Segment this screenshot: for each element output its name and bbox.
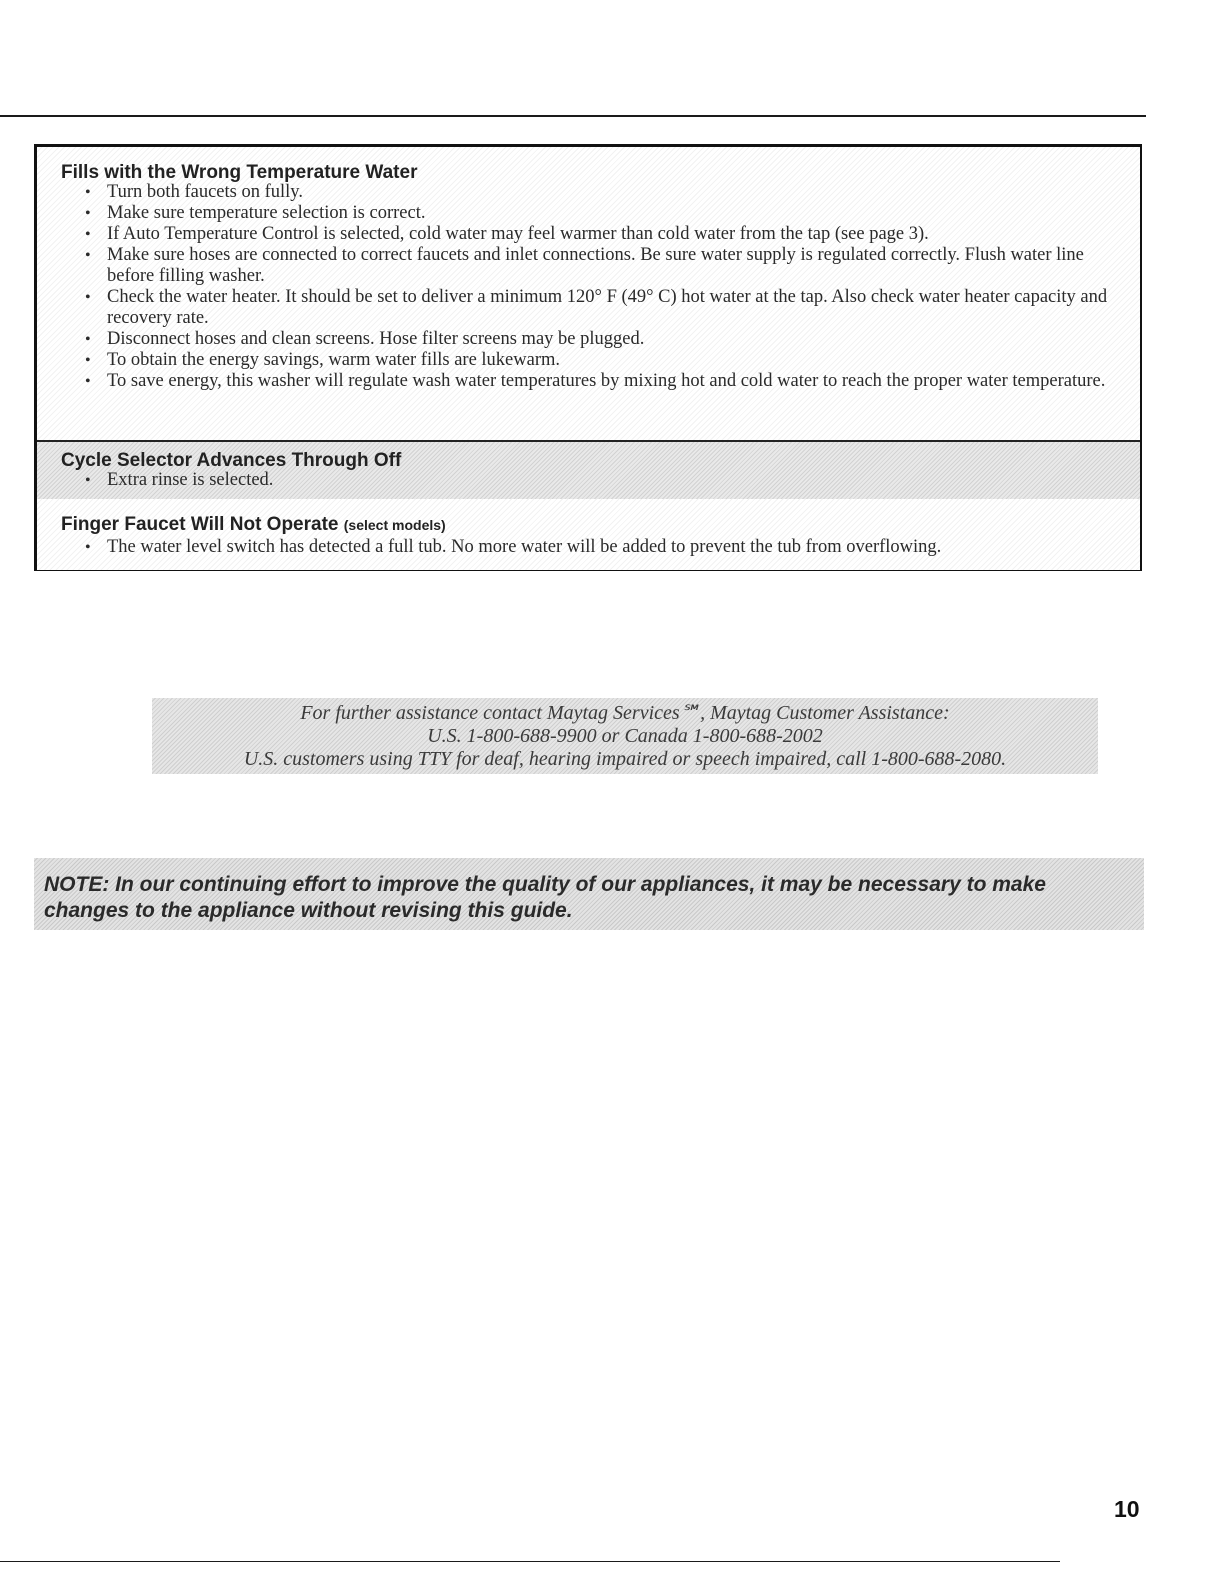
bullet-icon: •	[85, 247, 91, 264]
list-item: • Check the water heater. It should be set to deliver a minimum 120° F (49° C) hot water at the tap. Also check water heater capacity and recovery rate.	[85, 287, 1108, 328]
list-item: • Make sure temperature selection is correct.	[85, 203, 426, 223]
bullet-icon: •	[85, 226, 91, 243]
list-item: • To obtain the energy savings, warm water fills are lukewarm.	[85, 350, 561, 370]
heading-note: (select models)	[343, 517, 446, 533]
assistance-tty-line: U.S. customers using TTY for deaf, hearing impaired or speech impaired, call 1-800-688-2080.	[243, 748, 1007, 770]
list-item: • Make sure hoses are connected to correct faucets and inlet connections. Be sure water supply is regulated correctly. Flush water line before filling washer.	[85, 245, 1084, 286]
bottom-rule	[0, 1561, 1060, 1562]
section-heading: Fills with the Wrong Temperature Water	[61, 162, 418, 183]
section-heading	[61, 514, 446, 536]
finger-faucet-section	[37, 499, 1140, 570]
fills-wrong-temperature-section	[37, 147, 1140, 440]
top-rule	[0, 115, 1146, 117]
cycle-selector-section	[37, 440, 1140, 501]
list-item: • If Auto Temperature Control is selected, cold water may feel warmer than cold water from the tap (see page 3).	[85, 224, 929, 244]
assistance-phone-line: U.S. 1-800-688-9900 or Canada 1-800-688-2002	[427, 725, 823, 747]
bullet-list	[85, 537, 1130, 558]
bullet-icon: •	[85, 331, 91, 348]
list-item: • Disconnect hoses and clean screens. Hose filter screens may be plugged.	[85, 329, 645, 349]
bullet-list	[85, 470, 1130, 491]
bullet-icon: •	[85, 205, 91, 222]
bullet-icon: •	[85, 289, 91, 306]
bullet-icon: •	[85, 539, 91, 556]
section-heading: Cycle Selector Advances Through Off	[61, 450, 402, 471]
page-number: 10	[1114, 1496, 1140, 1522]
assistance-line: For further assistance contact Maytag Services℠, Maytag Customer Assistance:	[300, 702, 950, 724]
bullet-icon: •	[85, 352, 91, 369]
troubleshooting-box	[34, 144, 1142, 571]
bullet-icon: •	[85, 373, 91, 390]
list-item: • Turn both faucets on fully.	[85, 182, 303, 202]
list-item: • To save energy, this washer will regulate wash water temperatures by mixing hot and cold water to reach the proper water temperature.	[85, 371, 1106, 391]
note-box: NOTE: In our continuing effort to improve the quality of our appliances, it may be necessary to make changes to the appliance without revising this guide.	[34, 858, 1144, 930]
bullet-icon: •	[85, 472, 91, 489]
bullet-list	[85, 182, 1130, 392]
list-item: • Extra rinse is selected.	[85, 470, 274, 490]
bullet-icon: •	[85, 184, 91, 201]
list-item: • The water level switch has detected a full tub. No more water will be added to prevent the tub from overflowing.	[85, 537, 942, 557]
assistance-box	[152, 698, 1098, 774]
heading-text: Finger Faucet Will Not Operate	[61, 514, 339, 535]
